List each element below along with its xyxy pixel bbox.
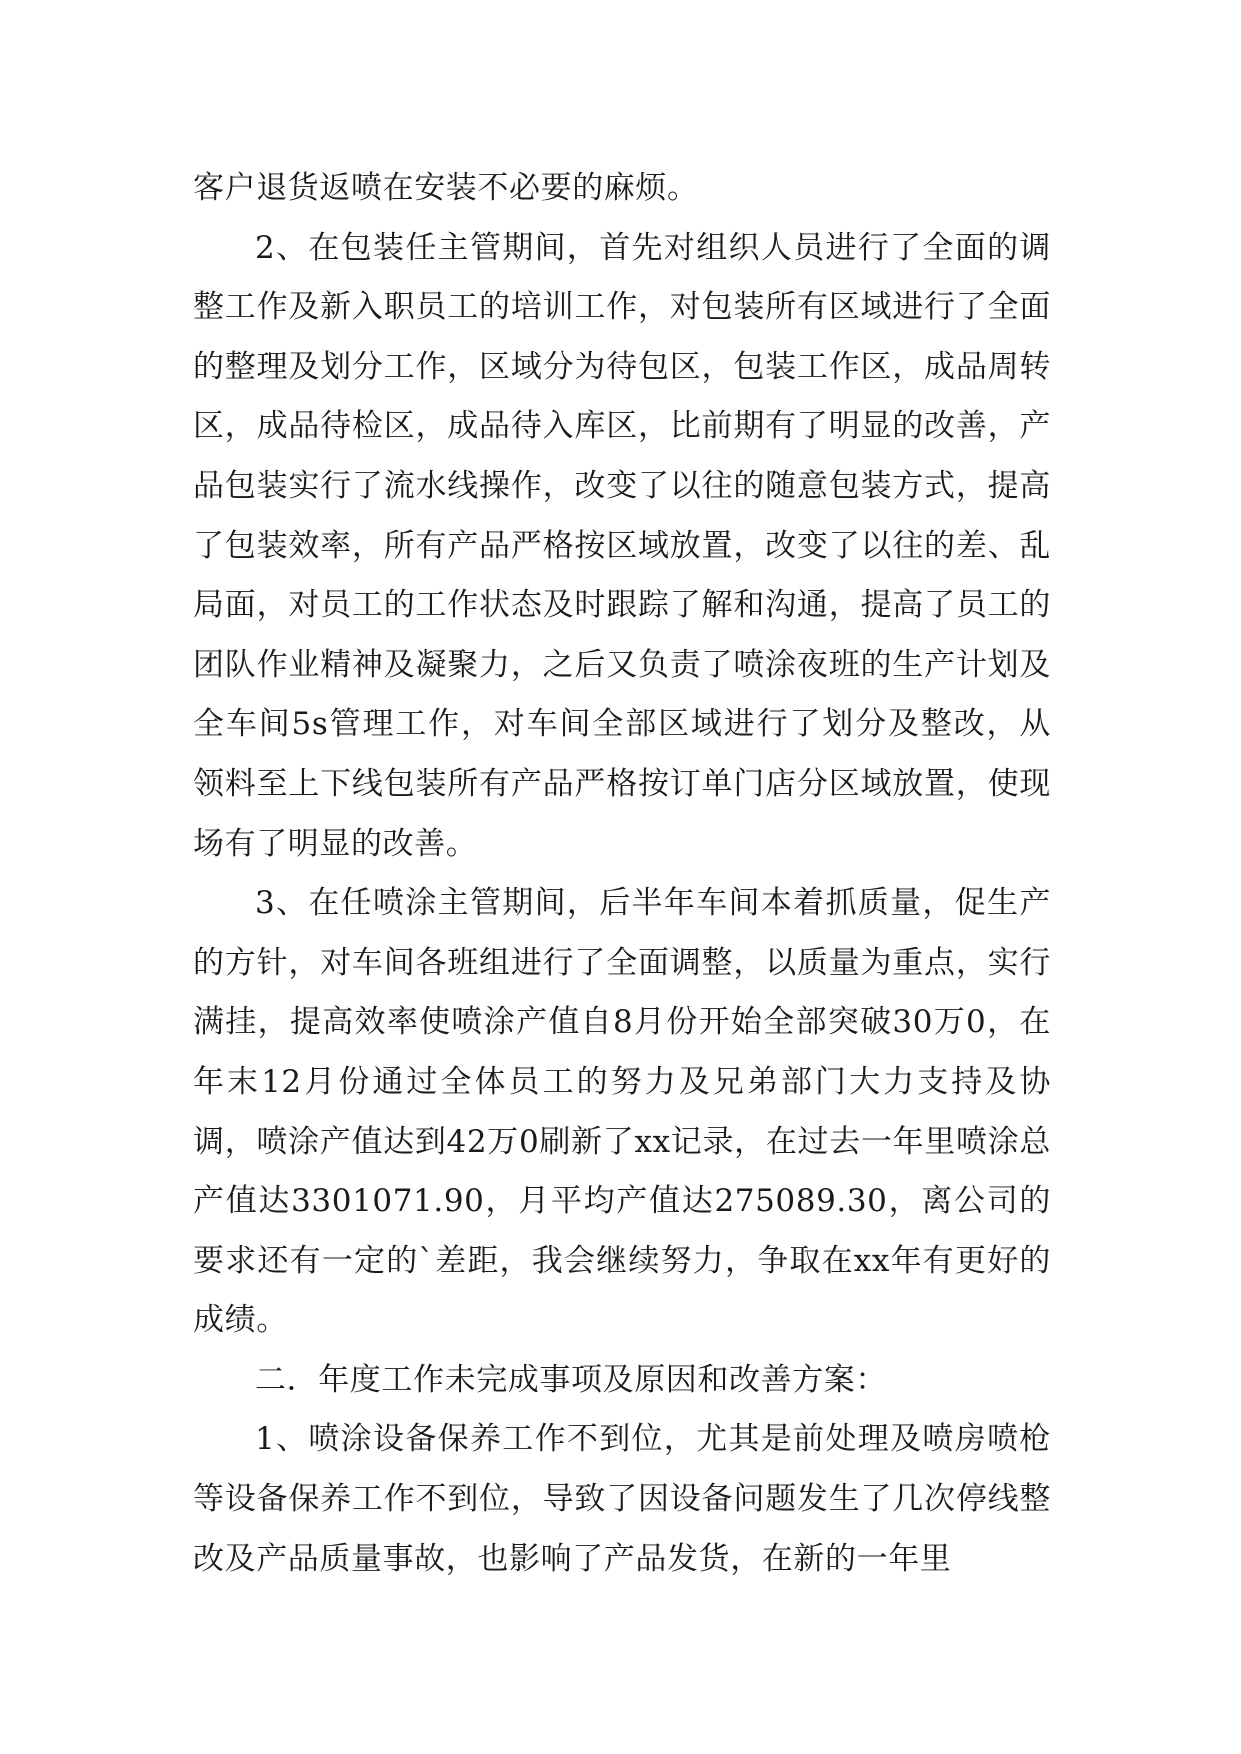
section-heading-unfinished-items: 二．年度工作未完成事项及原因和改善方案： [255, 1361, 887, 1398]
paragraph-spraying-supervisor: 3、在任喷涂主管期间，后半年车间本着抓质量，促生产的方针，对车间各班组进行了全面调整，以质量为重点，实行满挂，提高效率使喷涂产值自8月份开始全部突破30万0，在年末12月份通过全体员工的努力及兄弟部门大力支持及协调，喷涂产值达到42万0刷新了xx记录，在过去一年里喷涂总产值达3301071.90，月平均产值达275089.30，离公司的要求还有一定的`差距，我会继续努力，争取在xx年有更好的成绩。 [193, 885, 1051, 1339]
document-body [193, 159, 1051, 1589]
paragraph-equipment-maintenance: 1、喷涂设备保养工作不到位，尤其是前处理及喷房喷枪等设备保养工作不到位，导致了因设备问题发生了几次停线整改及产品质量事故，也影响了产品发货，在新的一年里 [193, 1421, 1051, 1577]
paragraph-packaging-supervisor: 2、在包装任主管期间，首先对组织人员进行了全面的调整工作及新入职员工的培训工作，对包装所有区域进行了全面的整理及划分工作，区域分为待包区，包装工作区，成品周转区，成品待检区，成品待入库区，比前期有了明显的改善，产品包装实行了流水线操作，改变了以往的随意包装方式，提高了包装效率，所有产品严格按区域放置，改变了以往的差、乱局面，对员工的工作状态及时跟踪了解和沟通，提高了员工的团队作业精神及凝聚力，之后又负责了喷涂夜班的生产计划及全车间5s管理工作，对车间全部区域进行了划分及整改，从领料至上下线包装所有产品严格按订单门店分区域放置，使现场有了明显的改善。 [193, 229, 1051, 862]
paragraph-continuation: 客户退货返喷在安装不必要的麻烦。 [193, 170, 699, 206]
